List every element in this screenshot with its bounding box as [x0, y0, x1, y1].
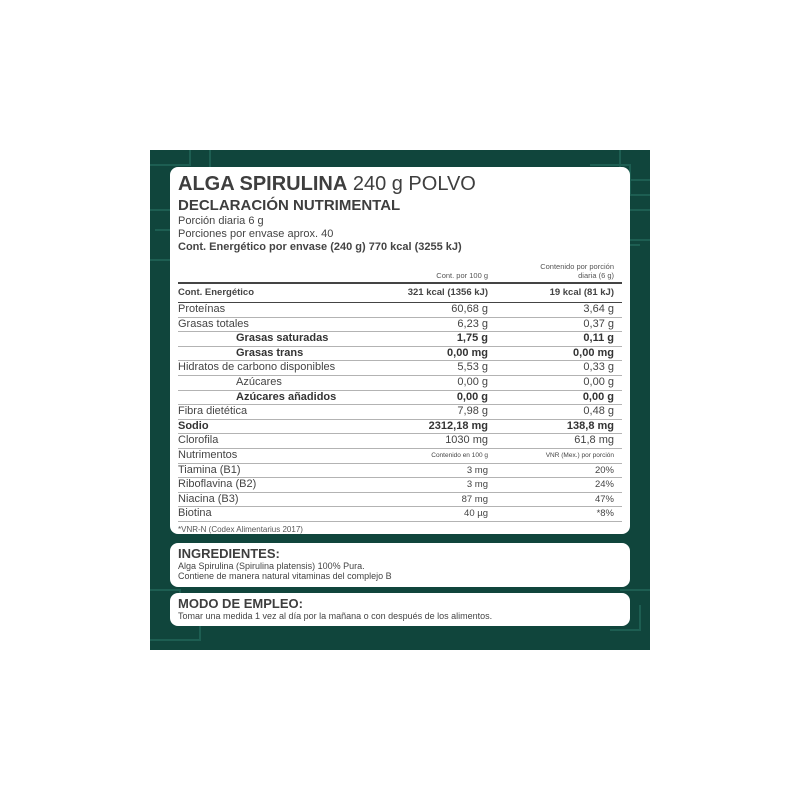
- value-per-serving: 0,48 g: [583, 405, 614, 418]
- serving-size: Porción diaria 6 g: [178, 215, 264, 227]
- value-per-100g: 60,68 g: [451, 303, 488, 315]
- ingredients-line-1: Alga Spirulina (Spirulina platensis) 100% Pura.: [178, 561, 365, 571]
- value-per-serving: 0,33 g: [583, 361, 614, 374]
- value-per-serving: 3,64 g: [583, 303, 614, 315]
- nutrient-name: Tiamina (B1): [178, 463, 241, 476]
- nutrient-name: Hidratos de carbono disponibles: [178, 361, 336, 374]
- table-row: [178, 391, 622, 406]
- table-row: [178, 420, 622, 435]
- value-per-100g: 1030 mg: [445, 434, 488, 447]
- vitamin-rows: [178, 464, 622, 522]
- value-per-100g: 0,00 g: [456, 390, 488, 403]
- nutrient-name: Grasas saturadas: [236, 332, 329, 345]
- nutrient-name: Grasas totales: [178, 317, 249, 330]
- nutrient-name: Sodio: [178, 419, 209, 432]
- value-per-100g: 7,98 g: [457, 405, 488, 418]
- value-per-serving: 138,8 mg: [566, 419, 614, 432]
- table-row: [178, 507, 622, 522]
- value-per-serving: 0,11 g: [583, 332, 614, 345]
- value-per-100g: 2312,18 mg: [428, 419, 488, 432]
- energy-per-container: Cont. Energético por envase (240 g) 770 kcal (3255 kJ): [178, 241, 462, 253]
- nutrient-name: Clorofila: [178, 434, 219, 447]
- footnote: *VNR-N (Codex Alimentarius 2017): [178, 524, 303, 534]
- table-row: [178, 405, 622, 420]
- value-per-100g: 5,53 g: [457, 361, 488, 374]
- usage-card: [170, 593, 630, 626]
- value-per-serving: 0,00 g: [583, 375, 614, 388]
- value-per-serving: 47%: [594, 493, 614, 505]
- col-per-100g-header: Cont. por 100 g: [436, 271, 488, 280]
- nutrient-name: Azúcares añadidos: [236, 390, 337, 403]
- value-per-100g: 3 mg: [466, 479, 488, 491]
- table-row: [178, 464, 622, 479]
- nutrient-name: Azúcares: [236, 375, 282, 388]
- table-row: [178, 332, 622, 347]
- value-per-100g: 3 mg: [466, 464, 488, 476]
- column-headers: [178, 254, 622, 282]
- value-per-serving: 0,00 mg: [573, 346, 614, 359]
- servings-per-container: Porciones por envase aprox. 40: [178, 228, 334, 240]
- table-row: [178, 303, 622, 318]
- value-per-serving: 20%: [594, 464, 614, 476]
- nutrient-name: Grasas trans: [236, 346, 304, 359]
- nutrient-name: Proteínas: [178, 303, 226, 315]
- label-panel: [150, 150, 650, 650]
- table-row: [178, 493, 622, 508]
- table-row: [178, 434, 622, 449]
- ingredients-title: INGREDIENTES:: [178, 546, 280, 561]
- table-row: [178, 347, 622, 362]
- nutrient-name: Biotina: [178, 507, 212, 520]
- table-row: [178, 376, 622, 391]
- usage-title: MODO DE EMPLEO:: [178, 596, 303, 611]
- product-title: ALGA SPIRULINA 240 g POLVO: [178, 173, 476, 195]
- nutrition-card: [170, 167, 630, 534]
- value-per-100g: 0,00 g: [457, 375, 488, 388]
- nutrient-name: Fibra dietética: [178, 405, 248, 418]
- ingredients-card: [170, 543, 630, 587]
- table-row: [178, 318, 622, 333]
- value-per-100g: 0,00 mg: [447, 346, 488, 359]
- value-per-serving: *8%: [596, 508, 614, 520]
- value-per-serving: 0,00 g: [582, 390, 614, 403]
- nutrient-rows: [178, 303, 622, 449]
- value-per-serving: 61,8 mg: [574, 434, 614, 447]
- ingredients-line-2: Contiene de manera natural vitaminas del complejo B: [178, 571, 392, 581]
- nutrition-declaration-title: DECLARACIÓN NUTRIMENTAL: [178, 197, 401, 214]
- col-per-serving-header: Contenido por porción diaria (6 g): [540, 262, 614, 280]
- energy-row: Cont. Energético 321 kcal (1356 kJ) 19 kcal (81 kJ): [178, 284, 622, 303]
- usage-text: Tomar una medida 1 vez al día por la mañana o con después de los alimentos.: [178, 611, 493, 621]
- table-row: [178, 478, 622, 493]
- nutrient-name: Riboflavina (B2): [178, 478, 257, 491]
- value-per-100g: 1,75 g: [456, 332, 488, 345]
- value-per-100g: 87 mg: [461, 493, 488, 505]
- value-per-100g: 6,23 g: [457, 317, 488, 330]
- nutrients-header-row: Nutrimentos Contenido en 100 g VNR (Mex.) por porción: [178, 449, 622, 464]
- value-per-serving: 0,37 g: [583, 317, 614, 330]
- nutrient-name: Niacina (B3): [178, 492, 239, 505]
- table-row: [178, 361, 622, 376]
- value-per-serving: 24%: [594, 479, 614, 491]
- value-per-100g: 40 µg: [464, 508, 488, 520]
